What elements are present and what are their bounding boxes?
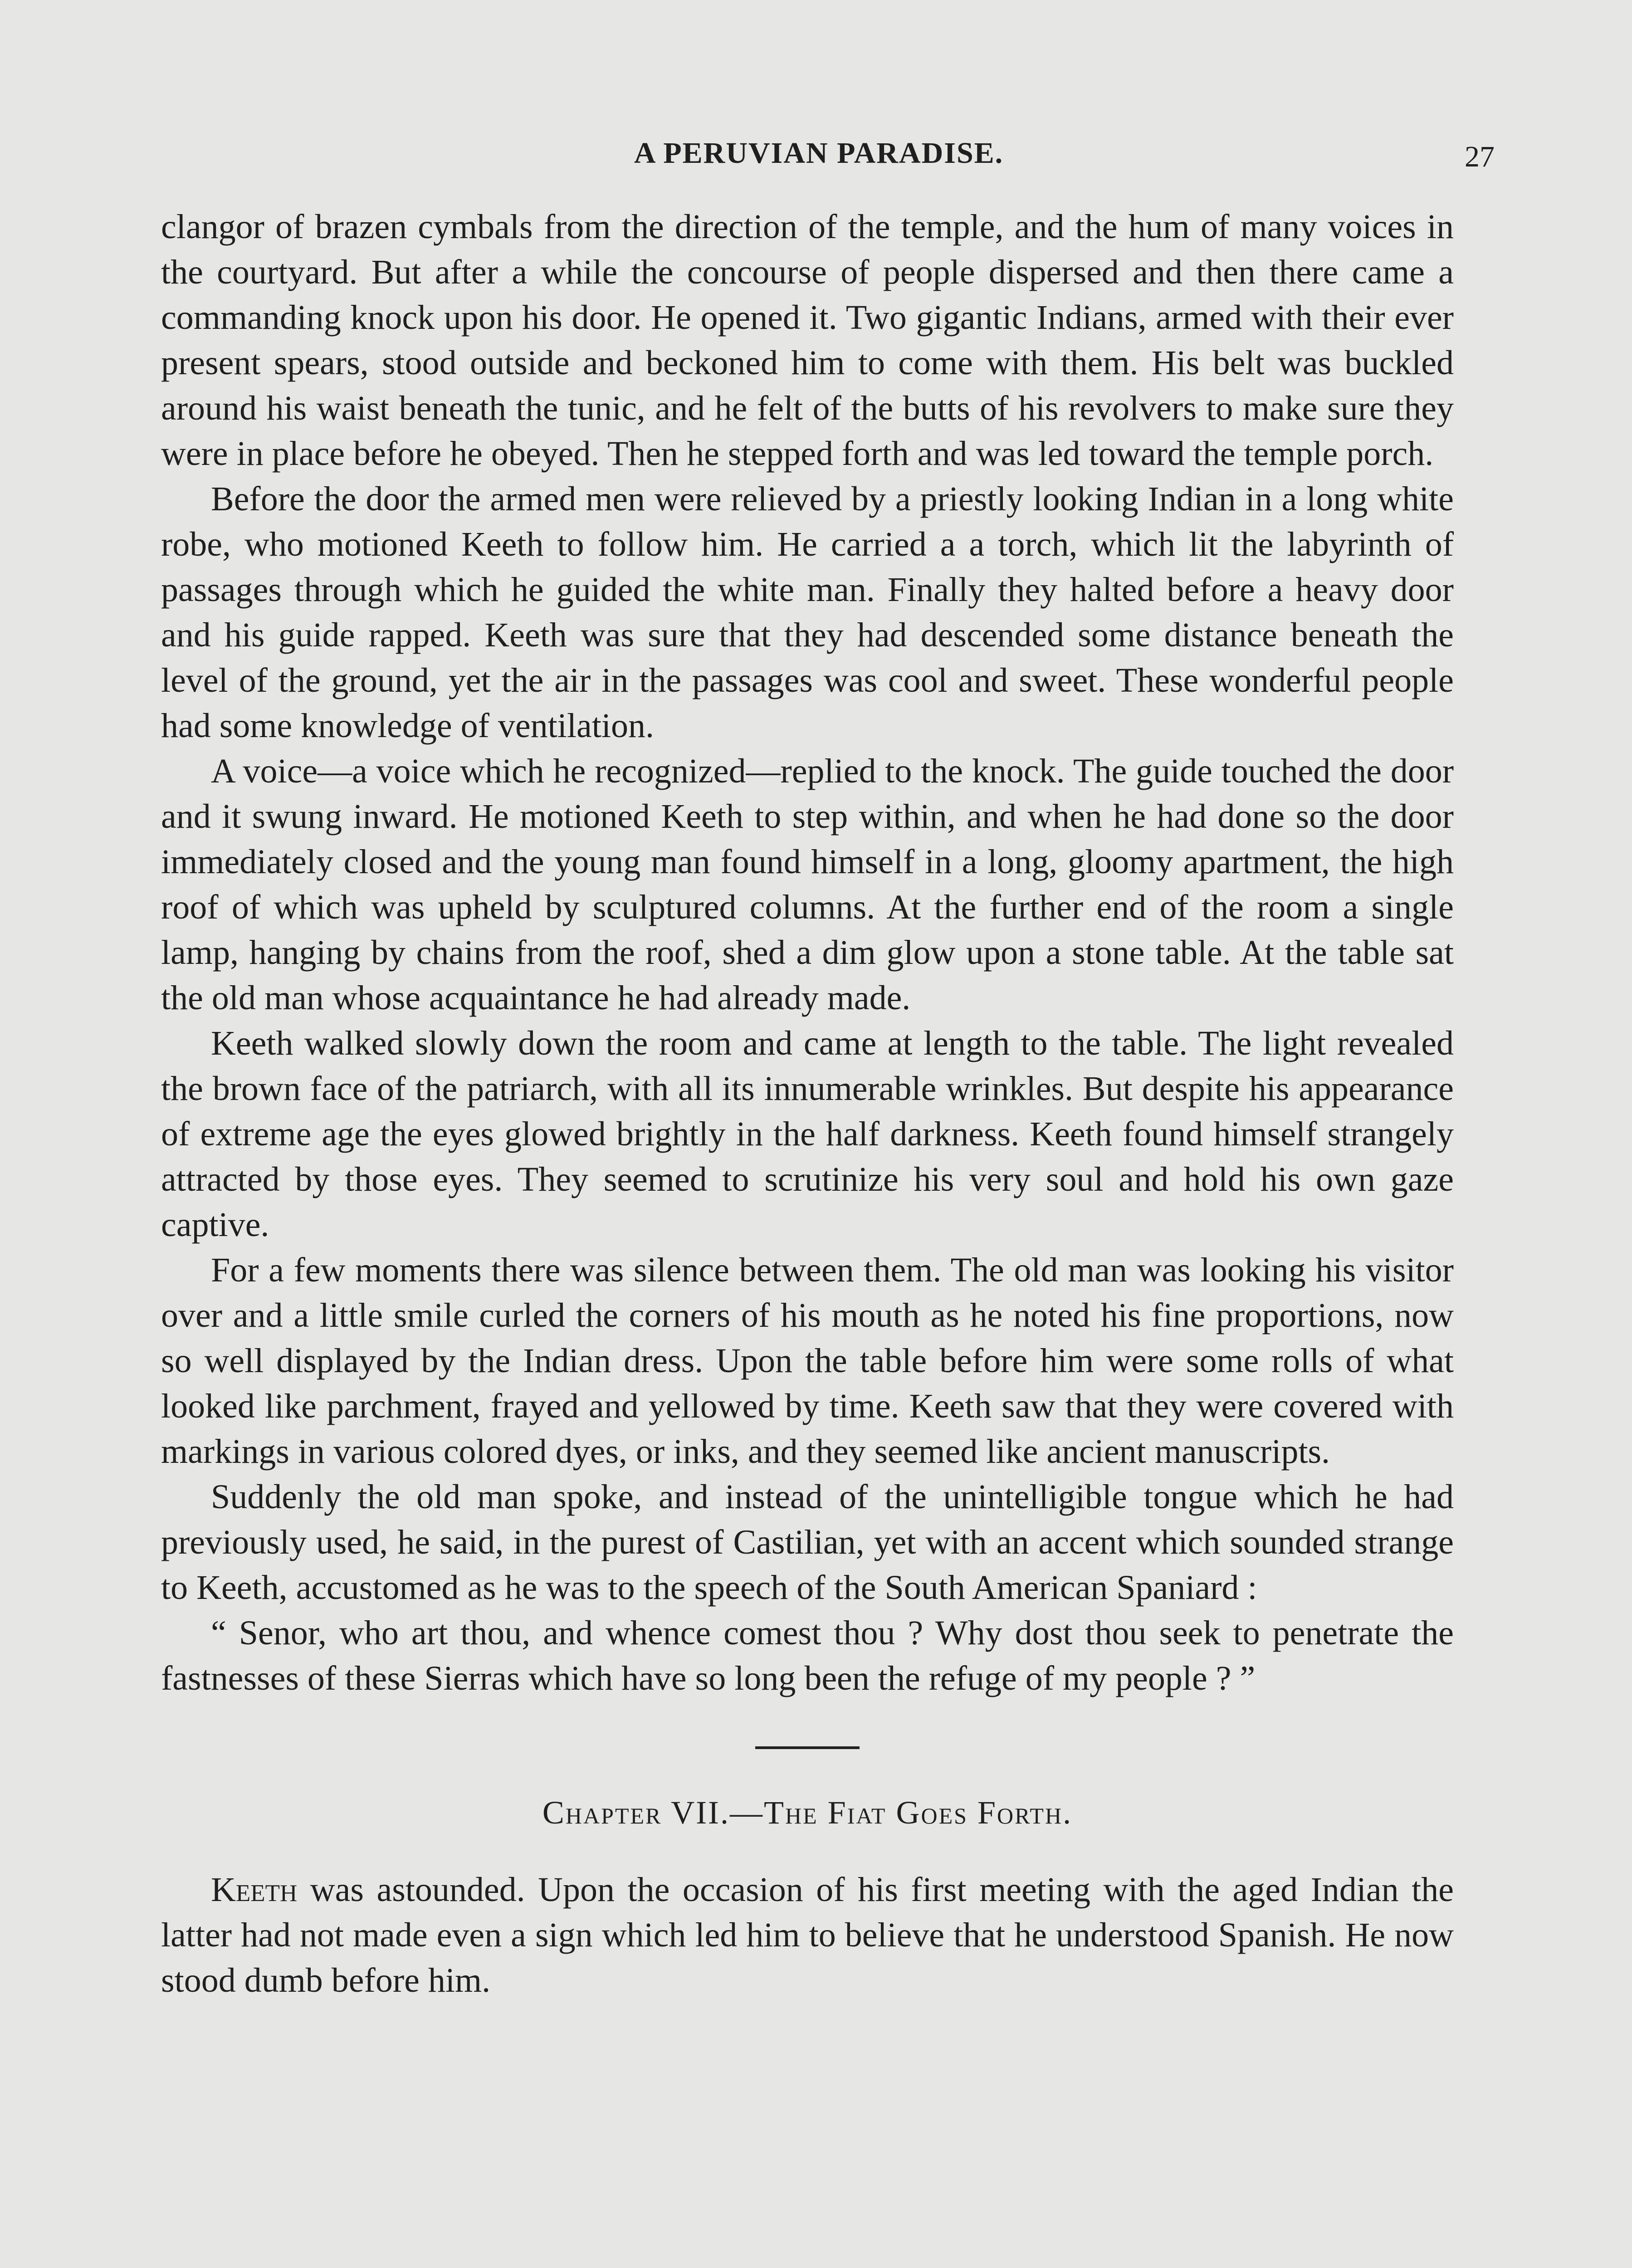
paragraph-1: clangor of brazen cymbals from the direction of the temple, and the hum of many voices in the courtyard. But after a while the concourse of people dispersed and then there came a commanding knock upon his door. He opened it. Two gigantic Indians, armed with their ever present spears, stood outside and beckoned him to come with them. His belt was buckled around his waist beneath the tunic, and he felt of the butts of his revolvers to make sure they were in place before he obeyed. Then he stepped forth and was led toward the temple porch. xyxy=(161,208,1454,473)
paragraph-6: Suddenly the old man spoke, and instead of the unintelligible tongue which he had previously used, he said, in the purest of Castilian, yet with an accent which sounded strange to Keeth, accustomed as he was to the speech of the South American Spaniard : xyxy=(161,1478,1454,1607)
chapter-paragraph xyxy=(161,1867,1454,2003)
chapter-paragraph-text: was astounded. Upon the occasion of his first meeting with the aged Indian the latter had not made even a sign which led him to believe that he understood Spanish. He now stood dumb before him. xyxy=(161,1871,1454,1999)
chapter-lead-word: Keeth xyxy=(211,1871,298,1909)
paragraph-2: Before the door the armed men were relieved by a priestly looking Indian in a long white robe, who motioned Keeth to follow him. He carried a a torch, which lit the labyrinth of passages through which he guided the white man. Finally they halted before a heavy door and his guide rapped. Keeth was sure that they had descended some distance beneath the level of the ground, yet the air in the passages was cool and sweet. These wonderful people had some knowledge of ventilation. xyxy=(161,480,1454,745)
page-body xyxy=(161,204,1454,2003)
paragraph-3: A voice—a voice which he recognized—replied to the knock. The guide touched the door and it swung inward. He motioned Keeth to step within, and when he had done so the door immediately closed and the young man found himself in a long, gloomy apartment, the high roof of which was upheld by sculptured columns. At the further end of the room a single lamp, hanging by chains from the roof, shed a dim glow upon a stone table. At the table sat the old man whose acquaintance he had already made. xyxy=(161,752,1454,1017)
paragraph-5: For a few moments there was silence between them. The old man was looking his visitor over and a little smile curled the corners of his mouth as he noted his fine proportions, now so well displayed by the Indian dress. Upon the table before him were some rolls of what looked like parchment, frayed and yellowed by time. Keeth saw that they were covered with markings in various colored dyes, or inks, and they seemed like ancient manuscripts. xyxy=(161,1251,1454,1471)
section-divider xyxy=(755,1746,860,1749)
paragraph-7: “ Senor, who art thou, and whence comest thou ? Why dost thou seek to penetrate the fastnesses of these Sierras which have so long been the refuge of my people ? ” xyxy=(161,1614,1454,1697)
paragraph-4: Keeth walked slowly down the room and came at length to the table. The light revealed the brown face of the patriarch, with all its innumerable wrinkles. But despite his appearance of extreme age the eyes glowed brightly in the half darkness. Keeth found himself strangely attracted by those eyes. They seemed to scrutinize his very soul and hold his own gaze captive. xyxy=(161,1024,1454,1244)
page-number: 27 xyxy=(1465,140,1495,173)
page-header xyxy=(161,136,1495,186)
running-title: A PERUVIAN PARADISE. xyxy=(634,137,1004,170)
chapter-heading: Chapter VII.—The Fiat Goes Forth. xyxy=(542,1794,1073,1831)
